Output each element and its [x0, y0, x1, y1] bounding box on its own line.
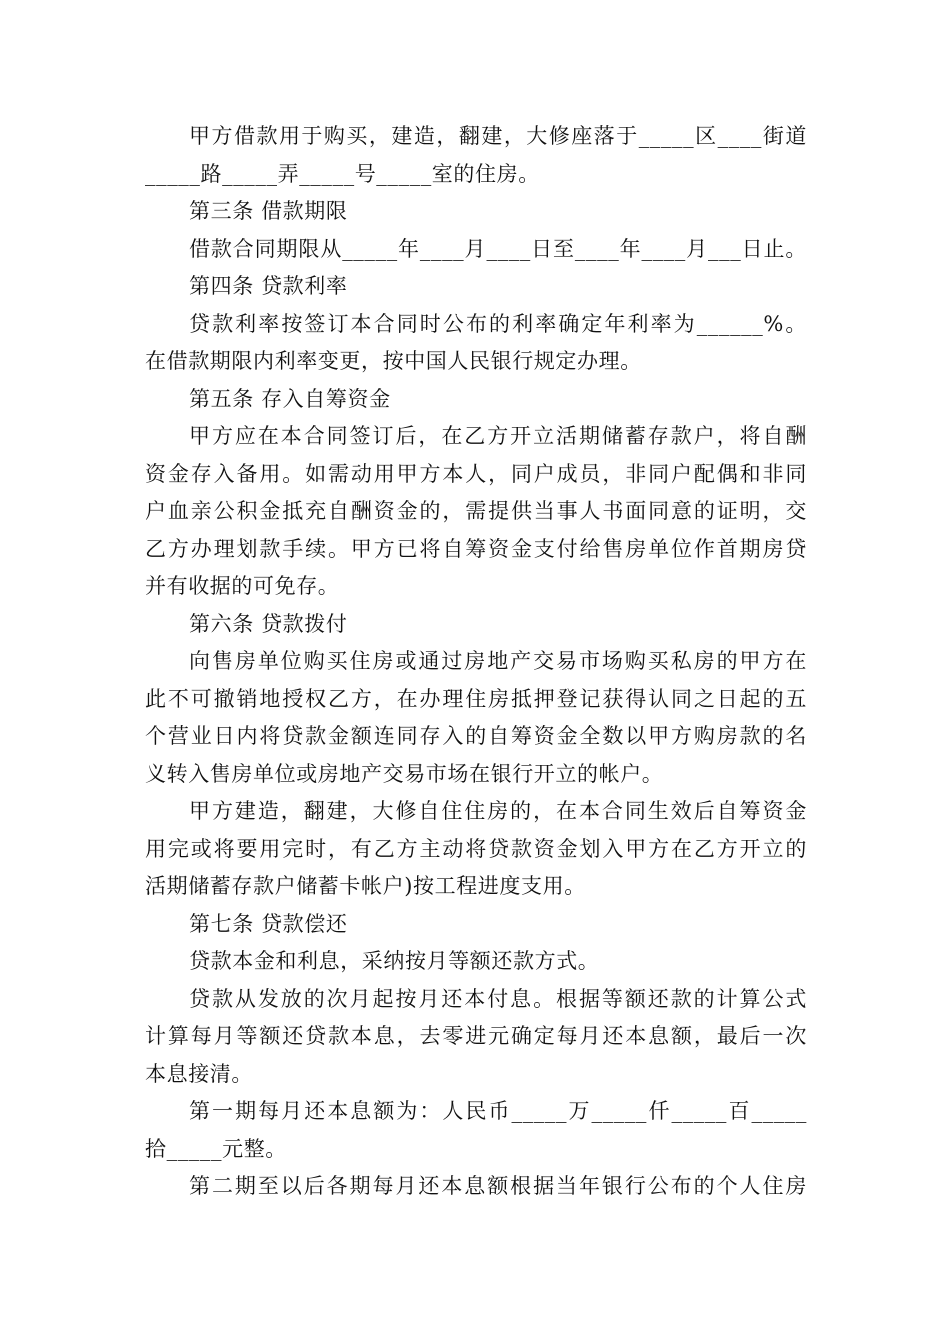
text-line: 本息接清。 [145, 1061, 253, 1086]
text-line: 义转入售房单位或房地产交易市场在银行开立的帐户。 [145, 761, 664, 786]
text-line: 在借款期限内利率变更，按中国人民银行规定办理。 [145, 349, 642, 373]
text-line: 拾_____元整。 [145, 1136, 287, 1161]
text-line: 并有收据的可免存。 [145, 574, 340, 598]
section-heading: 第三条 借款期限 [189, 199, 348, 223]
document-page [145, 118, 807, 1206]
text-line: 用完或将要用完时，有乙方主动将贷款资金划入甲方在乙方开立的 [145, 836, 807, 861]
text-line: 此不可撤销地授权乙方，在办理住房抵押登记获得认同之日起的五 [145, 686, 807, 711]
text-line: 资金存入备用。如需动用甲方本人，同户成员，非同户配偶和非同 [145, 461, 807, 486]
section-heading: 第四条 贷款利率 [189, 274, 348, 298]
text-line: 向售房单位购买住房或通过房地产交易市场购买私房的甲方在 [189, 649, 807, 673]
text-line: 借款合同期限从_____年____月____日至____年____月___日止。 [189, 236, 807, 261]
text-line: 计算每月等额还贷款本息，去零进元确定每月还本息额，最后一次 [145, 1024, 807, 1048]
text-line: 贷款利率按签订本合同时公布的利率确定年利率为______%。 [189, 311, 807, 336]
text-line: 个营业日内将贷款金额连同存入的自筹资金全数以甲方购房款的名 [145, 724, 807, 748]
section-heading: 第五条 存入自筹资金 [189, 386, 391, 411]
text-line: 贷款本金和利息，采纳按月等额还款方式。 [189, 949, 600, 973]
text-line: 甲方借款用于购买，建造，翻建，大修座落于_____区____街道 [189, 124, 807, 148]
text-line: 户血亲公积金抵充自酬资金的，需提供当事人书面同意的证明，交 [145, 499, 807, 523]
section-heading: 第六条 贷款拨付 [189, 611, 348, 636]
text-line: 第一期每月还本息额为：人民币_____万_____仟_____百_____ [189, 1099, 807, 1123]
text-line: 乙方办理划款手续。甲方已将自筹资金支付给售房单位作首期房贷 [145, 536, 807, 561]
text-line: 第二期至以后各期每月还本息额根据当年银行公布的个人住房 [189, 1174, 807, 1198]
text-line: _____路_____弄_____号_____室的住房。 [145, 161, 540, 186]
text-line: 甲方建造，翻建，大修自住住房的，在本合同生效后自筹资金 [189, 799, 807, 823]
text-line: 甲方应在本合同签订后，在乙方开立活期储蓄存款户，将自酬 [189, 424, 807, 448]
text-line: 贷款从发放的次月起按月还本付息。根据等额还款的计算公式 [189, 986, 807, 1011]
section-heading: 第七条 贷款偿还 [189, 911, 348, 936]
text-line: 活期储蓄存款户储蓄卡帐户)按工程进度支用。 [145, 874, 586, 898]
